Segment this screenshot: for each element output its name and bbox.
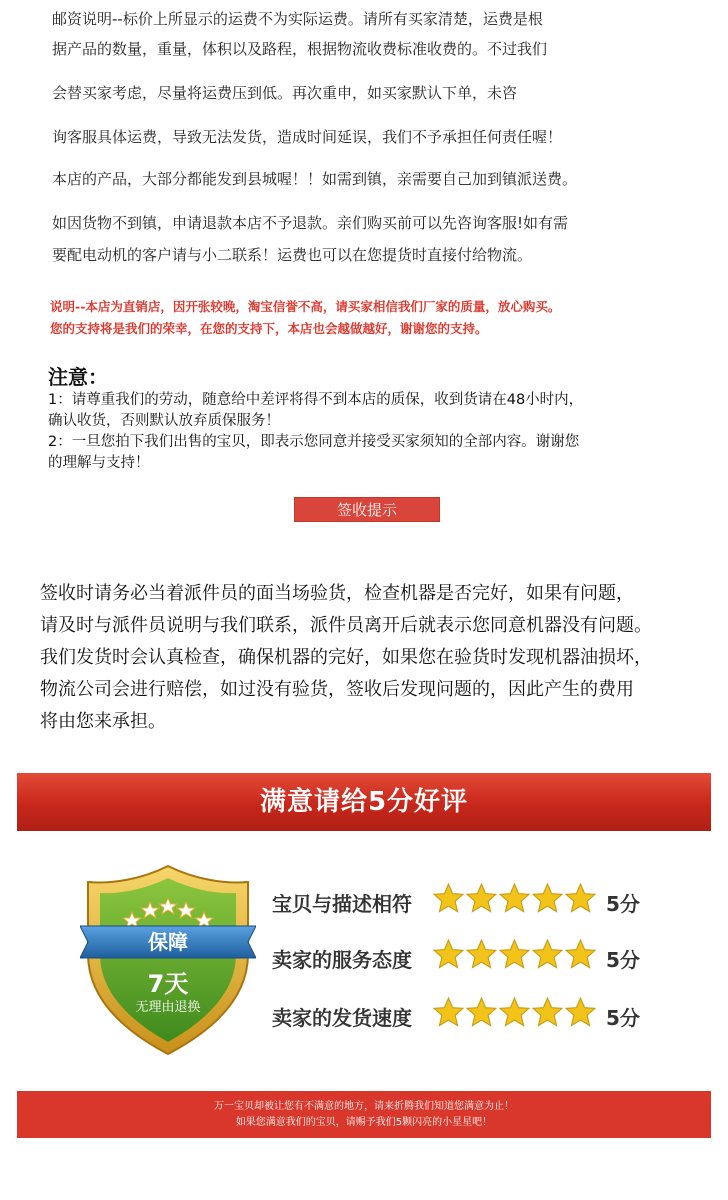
receipt-instructions [40,578,710,738]
sign-tip-button[interactable]: 签收提示 [294,497,440,522]
shipping-note-line: 如因货物不到镇，申请退款本店不予退款。亲们购买前可以先咨询客服!如有需 [52,214,569,232]
shield-icon [80,862,256,1058]
star-icon [498,996,531,1029]
star-icon [564,996,597,1029]
receipt-line: 签收时请务必当着派件员的面当场验货，检查机器是否完好，如果有问题， [40,583,634,604]
notice-title: 注意： [48,365,108,389]
star-icon [432,882,465,915]
notice-line: 的理解与支持！ [48,455,150,471]
shield-subtitle: 无理由退换 [135,1000,201,1015]
guarantee-shield [80,862,256,1058]
shipping-note-line: 询客服具体运费，导致无法发货，造成时间延误，我们不予承担任何责任喔！ [52,128,563,146]
rating-score: 5分 [606,948,640,972]
star-icon [465,938,498,971]
rating-label: 宝贝与描述相符 [272,892,412,916]
shipping-note-line: 本店的产品，大部分都能发到县城喔！！如需到镇，亲需要自己加到镇派送费。 [52,170,578,188]
rating-score: 5分 [606,892,640,916]
star-icon [498,938,531,971]
receipt-line: 请及时与派件员说明与我们联系，派件员离开后就表示您同意机器没有问题。 [40,615,652,636]
bottom-banner-line: 如果您满意我们的宝贝，请赐予我们5颗闪亮的小星星吧！ [235,1117,493,1128]
rating-banner: 满意请给5分好评 [17,773,711,831]
star-icon [432,938,465,971]
shield-days: 7天 [147,970,189,998]
star-icon [498,882,531,915]
rating-label: 卖家的发货速度 [272,1006,412,1030]
bottom-banner-line: 万一宝贝却被让您有不满意的地方，请来折腾我们知道您满意为止！ [214,1101,514,1112]
receipt-line: 将由您来承担。 [40,711,166,732]
shield-badge-text: 保障 [148,930,188,954]
rating-row [272,934,652,978]
rating-row [272,878,652,922]
store-explanation [50,296,560,340]
star-icon [531,938,564,971]
star-icon [531,882,564,915]
star-icon [531,996,564,1029]
notice-line: 2：一旦您拍下我们出售的宝贝，即表示您同意并接受买家须知的全部内容。谢谢您 [48,434,580,450]
rating-score: 5分 [606,1006,640,1030]
receipt-line: 我们发货时会认真检查，确保机器的完好，如果您在验货时发现机器油损坏， [40,647,652,668]
bottom-banner [17,1091,711,1138]
shipping-note-line: 要配电动机的客户请与小二联系！运费也可以在您提货时直接付给物流。 [52,246,533,264]
shipping-note-line: 会替买家考虑，尽量将运费压到低。再次重申，如买家默认下单，未咨 [52,84,518,102]
star-icon [465,996,498,1029]
rating-row [272,992,652,1036]
shipping-note-line: 邮资说明--标价上所显示的运费不为实际运费。请所有买家清楚，运费是根 [52,10,543,28]
notice-line: 1：请尊重我们的劳动，随意给中差评将得不到本店的质保，收到货请在48小时内， [48,392,584,408]
store-explanation-line: 您的支持将是我们的荣幸，在您的支持下，本店也会越做越好，谢谢您的支持。 [50,321,488,336]
star-icon [465,882,498,915]
star-icon [564,882,597,915]
store-explanation-line: 说明--本店为直销店，因开张较晚，淘宝信誉不高，请买家相信我们厂家的质量，放心购买。 [50,299,561,314]
star-icon [432,996,465,1029]
rating-label: 卖家的服务态度 [272,948,412,972]
shipping-note-line: 据产品的数量，重量，体积以及路程，根据物流收费标准收费的。不过我们 [52,40,548,58]
notice-section [48,364,708,474]
receipt-line: 物流公司会进行赔偿，如过没有验货，签收后发现问题的，因此产生的费用 [40,679,634,700]
notice-line: 确认收货，否则默认放弃质保服务！ [48,413,280,429]
star-icon [564,938,597,971]
